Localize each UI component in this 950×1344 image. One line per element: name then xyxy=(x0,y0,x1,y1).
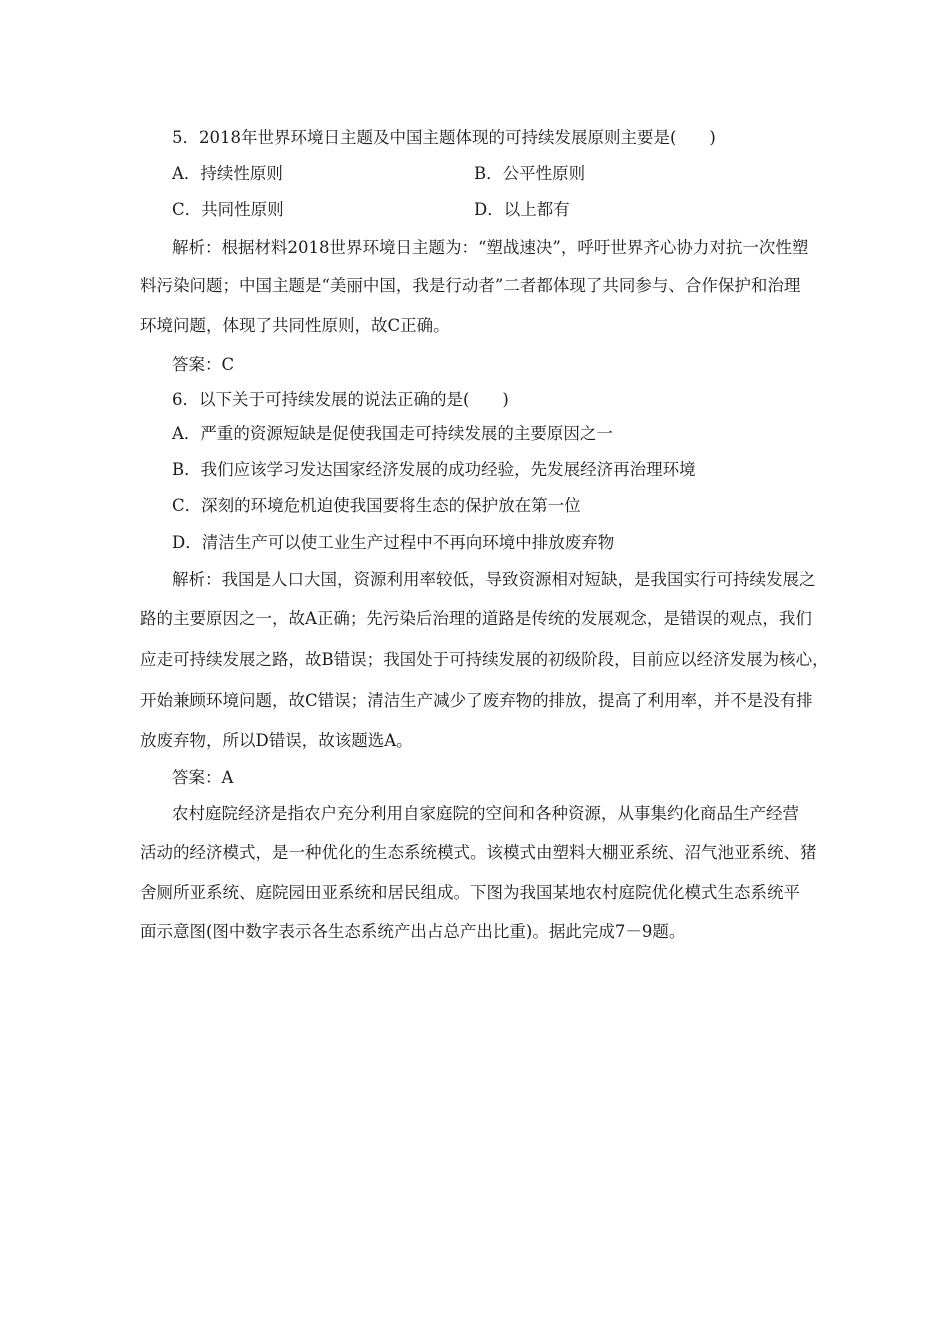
passage-line: 农村庭院经济是指农户充分利用自家庭院的空间和各种资源，从事集约化商品生产经营 xyxy=(172,804,799,823)
question-6-analysis-line: 放废弃物，所以D错误，故该题选A。 xyxy=(140,731,413,750)
question-5-answer: 答案：C xyxy=(172,355,235,374)
question-5-option-a: A．持续性原则 xyxy=(172,164,283,183)
question-5-analysis-line: 环境问题，体现了共同性原则，故C正确。 xyxy=(140,316,450,335)
question-6-answer: 答案：A xyxy=(172,768,234,787)
question-6-option-b: B．我们应该学习发达国家经济发展的成功经验，先发展经济再治理环境 xyxy=(172,460,696,479)
question-6-option-a: A．严重的资源短缺是促使我国走可持续发展的主要原因之一 xyxy=(172,424,613,443)
question-6-option-c: C．深刻的环境危机迫使我国要将生态的保护放在第一位 xyxy=(172,496,581,515)
passage-line: 活动的经济模式，是一种优化的生态系统模式。该模式由塑料大棚亚系统、沼气池亚系统、猪 xyxy=(140,843,817,862)
question-6-option-d: D．清洁生产可以使工业生产过程中不再向环境中排放废弃物 xyxy=(172,533,615,552)
question-5-analysis-line: 料污染问题；中国主题是“美丽中国，我是行动者”二者都体现了共同参与、合作保护和治理 xyxy=(140,276,801,295)
question-5-analysis-line: 解析：根据材料2018世界环境日主题为：“塑战速决”，呼吁世界齐心协力对抗一次性塑 xyxy=(172,238,809,257)
question-5-option-c: C．共同性原则 xyxy=(172,200,284,219)
question-5-option-d: D．以上都有 xyxy=(474,200,570,219)
passage-line: 面示意图(图中数字表示各生态系统产出占总产出比重)。据此完成7－9题。 xyxy=(140,922,686,941)
question-5-stem: 5．2018年世界环境日主题及中国主题体现的可持续发展原则主要是( ) xyxy=(172,128,716,147)
question-6-stem: 6．以下关于可持续发展的说法正确的是( ) xyxy=(172,390,509,409)
question-6-analysis-line: 开始兼顾环境问题，故C错误；清洁生产减少了废弃物的排放，提高了利用率，并不是没有排 xyxy=(140,691,813,710)
question-6-analysis-line: 解析：我国是人口大国，资源利用率较低，导致资源相对短缺，是我国实行可持续发展之 xyxy=(172,570,816,589)
passage-line: 舍厕所亚系统、庭院园田亚系统和居民组成。下图为我国某地农村庭院优化模式生态系统平 xyxy=(140,883,800,902)
question-6-analysis-line: 路的主要原因之一，故A正确；先污染后治理的道路是传统的发展观念，是错误的观点，我们 xyxy=(140,609,812,628)
question-6-analysis-line: 应走可持续发展之路，故B错误；我国处于可持续发展的初级阶段，目前应以经济发展为核心， xyxy=(140,650,829,669)
question-5-option-b: B．公平性原则 xyxy=(474,164,586,183)
